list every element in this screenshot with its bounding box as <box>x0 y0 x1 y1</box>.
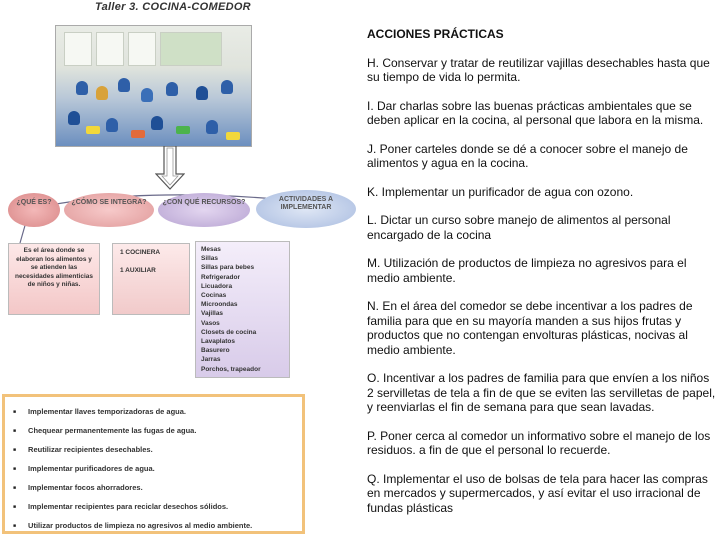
action-item: L. Dictar un curso sobre manejo de alimentos al personal encargado de la cocina <box>367 213 671 242</box>
activity-item: ■ Reutilizar recipientes desechables. <box>11 440 296 459</box>
card-como-se-integra <box>112 243 190 315</box>
card-que-es: Es el área donde se elaboran los alimentos y se atienden las necesidades alimenticias de niños y niñas. <box>8 243 100 315</box>
activities-box <box>2 394 305 534</box>
action-item: M. Utilización de productos de limpieza no agresivos para el medio ambiente. <box>367 256 687 285</box>
action-item: P. Poner cerca al comedor un informativo sobre el manejo de los residuos. a fin de que el personal lo recuerde. <box>367 428 711 457</box>
recurso-item: Lavaplatos <box>201 338 235 346</box>
child-figure <box>166 82 178 96</box>
dining-room-photo <box>55 25 252 147</box>
workshop-title: Taller 3. COCINA-COMEDOR <box>95 1 251 13</box>
recurso-item: Sillas <box>201 255 218 263</box>
wall-poster <box>160 32 222 66</box>
action-item: Q. Implementar el uso de bolsas de tela para hacer las compras en mercados y supermercados, y así evitar el uso irracional de fundas plásticas <box>367 471 708 515</box>
activity-item: ■ Chequear permanentemente las fugas de agua. <box>11 421 296 440</box>
child-figure <box>151 116 163 130</box>
action-item: H. Conservar y tratar de reutilizar vajillas desechables hasta que su tiempo de vida lo permita. <box>367 55 710 84</box>
child-figure <box>96 86 108 100</box>
section-heading: ACCIONES PRÁCTICAS <box>367 27 504 41</box>
integra-item: 1 COCINERA <box>120 249 161 256</box>
recurso-item: Microondas <box>201 301 238 309</box>
recurso-item: Sillas para bebes <box>201 264 255 272</box>
bubble-con-que-recursos: ¿CON QUÉ RECURSOS? <box>158 193 250 227</box>
integra-item: 1 AUXILIAR <box>120 266 156 274</box>
chair-shape <box>176 126 190 134</box>
activity-item: ■ Utilizar productos de limpieza no agresivos al medio ambiente. <box>11 516 296 535</box>
action-item: N. En el área del comedor se debe incentivar a los padres de familia para que en su mayoría manden a sus hijos frutas y productos que no contengan envolturas plásticas, nocivas al medio ambiente. <box>367 299 693 357</box>
child-figure <box>196 86 208 100</box>
window-shape <box>128 32 156 66</box>
chair-shape <box>86 126 100 134</box>
recurso-item: Basurero <box>201 347 230 355</box>
recurso-item: Refrigerador <box>201 273 241 281</box>
card-recursos <box>195 241 290 378</box>
activity-item: ■ Implementar recipientes para reciclar desechos sólidos. <box>11 497 296 516</box>
recurso-item: Vasos <box>201 319 220 327</box>
window-shape <box>96 32 124 66</box>
child-figure <box>141 88 153 102</box>
activity-item: ■ Implementar purificadores de agua. <box>11 459 296 478</box>
child-figure <box>206 120 218 134</box>
child-figure <box>68 111 80 125</box>
child-figure <box>76 81 88 95</box>
recurso-item: Licuadora <box>201 282 233 290</box>
recurso-item: Closets de cocina <box>201 328 257 336</box>
bubble-actividades: ACTIVIDADES A IMPLEMENTAR <box>256 190 356 228</box>
recurso-item: Jarras <box>201 356 221 364</box>
action-item: K. Implementar un purificador de agua con ozono. <box>367 184 634 199</box>
bubble-que-es: ¿QUÉ ES? <box>8 193 60 227</box>
action-item: O. Incentivar a los padres de familia para que envíen a los niños 2 servilletas de tela a fin de que se eviten las servilletas de papel, y reenviarlas el fin de semana para que sean lavadas. <box>367 371 716 414</box>
recurso-item: Cocinas <box>201 292 227 300</box>
child-figure <box>221 80 233 94</box>
action-item: I. Dar charlas sobre las buenas prácticas ambientales que se deben aplicar en la cocina, al personal que labora en la misma. <box>367 98 704 127</box>
activity-item: ■ Implementar focos ahorradores. <box>11 478 296 497</box>
down-arrow-icon <box>155 146 185 190</box>
practical-actions <box>367 27 717 529</box>
chair-shape <box>131 130 145 138</box>
chair-shape <box>226 132 240 140</box>
child-figure <box>118 78 130 92</box>
recurso-item: Porchos, trapeador <box>201 365 261 373</box>
window-shape <box>64 32 92 66</box>
recurso-item: Vajillas <box>201 310 224 318</box>
action-item: J. Poner carteles donde se dé a conocer sobre el manejo de alimentos y agua en la cocina. <box>367 141 688 170</box>
bubble-como-se-integra: ¿CÓMO SE INTEGRA? <box>64 193 154 227</box>
child-figure <box>106 118 118 132</box>
activity-item: ■ Implementar llaves temporizadoras de agua. <box>11 402 296 421</box>
recurso-item: Mesas <box>201 246 221 253</box>
